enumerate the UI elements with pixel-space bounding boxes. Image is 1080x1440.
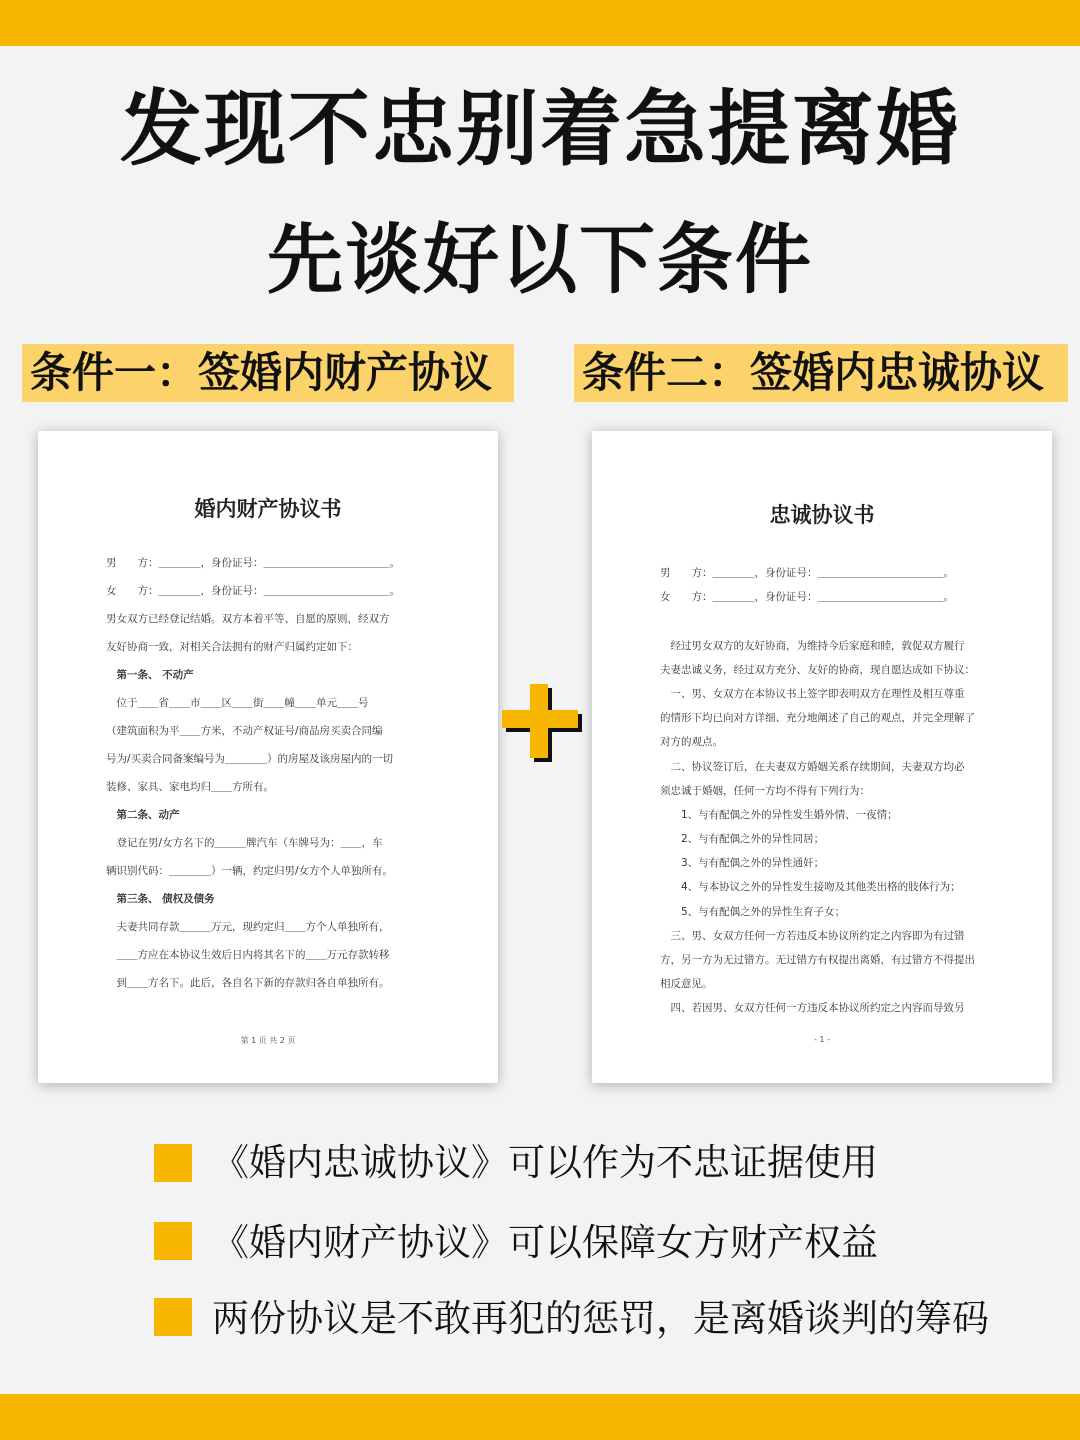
document-line: 男 方：＿＿＿＿，身份证号：＿＿＿＿＿＿＿＿＿＿＿＿。 [660, 567, 954, 579]
document-line: 经过男女双方的友好协商，为维持今后家庭和睦，敦促双方履行 [660, 639, 965, 652]
document-line: 方，另一方为无过错方。无过错方有权提出离婚，有过错方不得提出 [660, 954, 975, 966]
document-line: 2、与有配偶之外的异性同居； [660, 833, 825, 846]
document-line [660, 609, 990, 633]
document-line: 装修、家具、家电均归＿＿方所有。 [106, 781, 274, 793]
property-agreement-title: 婚内财产协议书 [194, 497, 342, 521]
document-line: 夫妻共同存款＿＿＿万元，现约定归＿＿方个人单独所有， [106, 921, 390, 933]
bottom-accent-bar [0, 1394, 1080, 1440]
document-line: 夫妻忠诚义务，经过双方充分、友好的协商，现自愿达成如下协议： [660, 663, 975, 676]
bullet-item [154, 1216, 1054, 1296]
document-line: 第三条、 债权及债务 [106, 893, 215, 905]
bullet-text: 《婚内忠诚协议》可以作为不忠证据使用 [212, 1141, 878, 1184]
headline-line2: 先谈好以下条件 [267, 215, 813, 304]
headline-line1: 发现不忠别着急提离婚 [119, 82, 960, 177]
condition-two-label: 条件二：签婚内忠诚协议 [574, 344, 1068, 402]
document-line: 4、与本协议之外的异性发生接吻及其他类出格的肢体行为； [660, 881, 961, 894]
document-line: 男女双方已经登记结婚。双方本着平等、自愿的原则，经双方 [106, 613, 390, 625]
document-line: 对方的观点。 [660, 736, 723, 749]
condition-one-label: 条件一：签婚内财产协议 [22, 344, 514, 402]
bullet-text: 两份协议是不敢再犯的惩罚，是离婚谈判的筹码 [212, 1297, 989, 1340]
property-agreement-footer: 第 1 页 共 2 页 [240, 1036, 296, 1045]
bullet-item [154, 1136, 1054, 1216]
document-line: 二、协议签订后，在夫妻双方婚姻关系存续期间，夫妻双方均必 [660, 760, 965, 773]
fidelity-agreement-footer: - 1 - [814, 1035, 830, 1044]
document-line: 须忠诚于婚姻，任何一方均不得有下列行为： [660, 784, 870, 797]
document-line: 1、与有配偶之外的异性发生婚外情、一夜情； [660, 808, 898, 821]
plus-icon [498, 682, 588, 766]
document-line: 第一条、 不动产 [106, 669, 194, 681]
bullet-item [154, 1296, 1054, 1376]
bullet-list [154, 1136, 1054, 1376]
bullet-square-icon [154, 1222, 192, 1260]
document-line: 女 方：＿＿＿＿，身份证号：＿＿＿＿＿＿＿＿＿＿＿＿。 [660, 591, 954, 604]
property-agreement-body [106, 549, 436, 997]
document-line: （建筑面积为平＿＿方米，不动产权证号/商品房买卖合同编 [106, 725, 383, 737]
document-line: ＿＿方应在本协议生效后日内将其名下的＿＿万元存款转移 [106, 949, 390, 961]
document-line: 辆识别代码：＿＿＿＿）一辆，约定归男/女方个人单独所有。 [106, 865, 394, 877]
property-agreement-document [38, 431, 498, 1083]
document-line: 登记在男/女方名下的＿＿＿牌汽车（车牌号为：＿＿，车 [106, 837, 383, 849]
document-line: 四、若因男、女双方任何一方违反本协议所约定之内容而导致另 [660, 1002, 965, 1015]
document-line: 相反意见。 [660, 978, 713, 991]
document-line: 位于＿＿省＿＿市＿＿区＿＿街＿＿幢＿＿单元＿＿号 [106, 697, 369, 709]
top-accent-bar [0, 0, 1080, 46]
bullet-text: 《婚内财产协议》可以保障女方财产权益 [212, 1221, 878, 1264]
document-line: 3、与有配偶之外的异性通奸； [660, 857, 825, 870]
fidelity-agreement-title: 忠诚协议书 [769, 503, 875, 527]
fidelity-agreement-body [660, 561, 990, 1021]
fidelity-agreement-document [592, 431, 1052, 1083]
document-line: 号为/买卖合同备案编号为＿＿＿＿）的房屋及该房屋内的一切 [106, 753, 394, 765]
document-line: 5、与有配偶之外的异性生育子女； [660, 905, 846, 918]
document-line: 女 方：＿＿＿＿，身份证号：＿＿＿＿＿＿＿＿＿＿＿＿。 [106, 585, 400, 597]
bullet-square-icon [154, 1298, 192, 1336]
document-line: 一、男、女双方在本协议书上签字即表明双方在理性及相互尊重 [660, 687, 965, 700]
document-line: 友好协商一致，对相关合法拥有的财产归属约定如下： [106, 641, 358, 653]
document-line: 到＿＿方名下。此后，各自名下新的存款归各自单独所有。 [106, 977, 390, 989]
document-line: 的情形下均已向对方详细、充分地阐述了自己的观点，并完全理解了 [660, 712, 975, 725]
bullet-square-icon [154, 1144, 192, 1182]
document-line: 第二条、动产 [106, 809, 180, 821]
document-line: 男 方：＿＿＿＿，身份证号：＿＿＿＿＿＿＿＿＿＿＿＿。 [106, 557, 400, 569]
document-line: 三、男、女双方任何一方若违反本协议所约定之内容即为有过错 [660, 929, 965, 942]
